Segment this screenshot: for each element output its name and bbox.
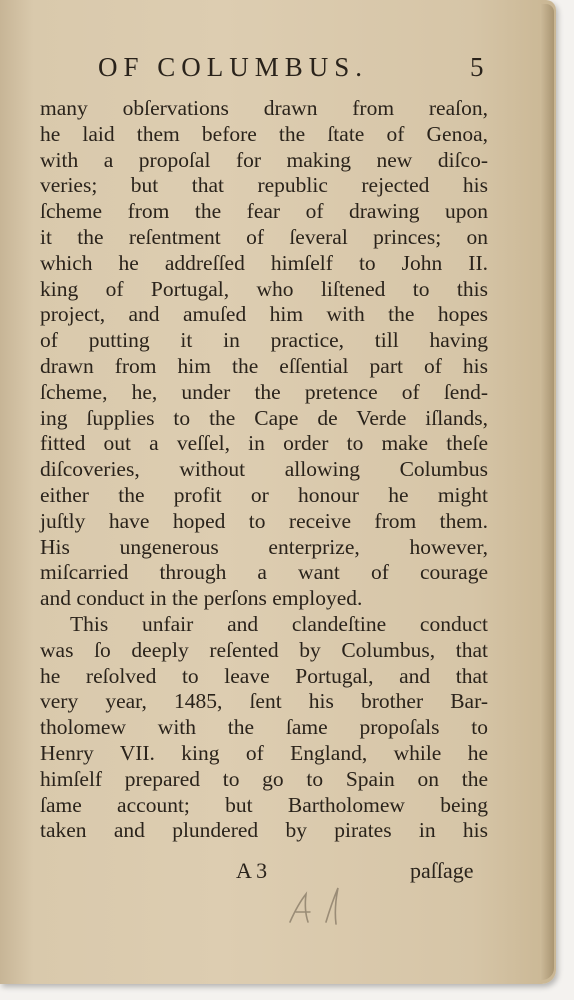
text-line: either the profit or honour he might bbox=[40, 482, 488, 507]
page-number: 5 bbox=[470, 52, 484, 82]
page-footer bbox=[0, 858, 556, 888]
text-line: diſcoveries, without allowing Columbus bbox=[40, 457, 488, 482]
signature-mark: A 3 bbox=[236, 858, 268, 883]
page-header bbox=[0, 52, 556, 92]
text-line: tholomew with the ſame propoſals to bbox=[40, 715, 488, 740]
text-line: very year, 1485, ſent his brother Bar- bbox=[40, 689, 488, 714]
text-line: many obſervations drawn from reaſon, bbox=[40, 96, 488, 120]
text-line: Henry VII. king of England, while he bbox=[40, 740, 488, 765]
running-head: OF COLUMBUS. bbox=[98, 52, 369, 82]
text-line: it the reſentment of ſeveral princes; on bbox=[40, 224, 488, 249]
catchword: paſſage bbox=[410, 858, 474, 883]
text-line: fitted out a veſſel, in order to make theſe bbox=[40, 431, 488, 456]
text-line: drawn from him the eſſential part of his bbox=[40, 353, 488, 378]
text-line: ing ſupplies to the Cape de Verde iſlands, bbox=[40, 405, 488, 430]
text-line: ſcheme from the fear of drawing upon bbox=[40, 199, 488, 224]
text-line: project, and amuſed him with the hopes bbox=[40, 302, 488, 327]
pencil-annotation bbox=[286, 882, 366, 932]
text-line: himſelf prepared to go to Spain on the bbox=[40, 766, 488, 791]
text-line: veries; but that republic rejected his bbox=[40, 173, 488, 198]
text-line: and conduct in the perſons employed. bbox=[40, 586, 363, 611]
text-line: with a propoſal for making new diſco- bbox=[40, 147, 488, 172]
text-line: taken and plundered by pirates in his bbox=[40, 818, 488, 843]
text-line: His ungenerous enterprize, however, bbox=[40, 534, 488, 559]
text-line: which he addreſſed himſelf to John II. bbox=[40, 250, 488, 275]
text-line: juſtly have hoped to receive from them. bbox=[40, 508, 488, 533]
text-line: This unfair and clandeſtine conduct bbox=[70, 611, 488, 636]
text-line: king of Portugal, who liſtened to this bbox=[40, 276, 488, 301]
text-line: of putting it in practice, till having bbox=[40, 328, 488, 353]
body-text bbox=[40, 96, 488, 844]
text-line: was ſo deeply reſented by Columbus, that bbox=[40, 637, 488, 662]
text-line: he reſolved to leave Portugal, and that bbox=[40, 663, 488, 688]
text-line: ſcheme, he, under the pretence of ſend- bbox=[40, 379, 488, 404]
text-line: ſame account; but Bartholomew being bbox=[40, 792, 488, 817]
text-line: miſcarried through a want of courage bbox=[40, 560, 488, 585]
text-line: he laid them before the ſtate of Genoa, bbox=[40, 121, 488, 146]
page-edge bbox=[540, 4, 554, 980]
